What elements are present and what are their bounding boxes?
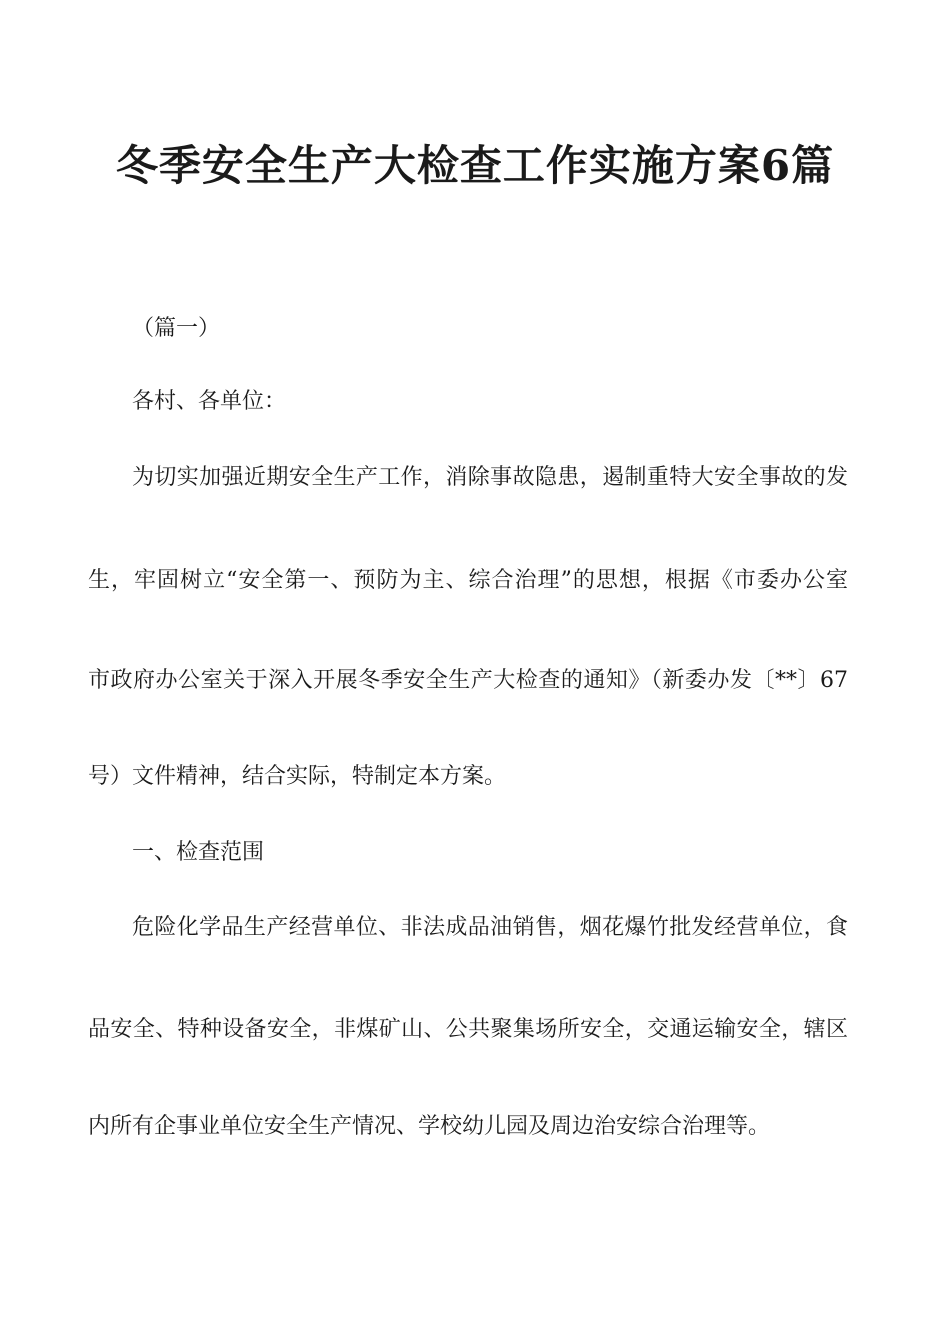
paragraph-line: 号）文件精神，结合实际，特制定本方案。: [88, 764, 507, 789]
paragraph-line: 内所有企事业单位安全生产情况、学校幼儿园及周边治安综合治理等。: [88, 1114, 771, 1139]
paragraph-line: 生，牢固树立“安全第一、预防为主、综合治理”的思想，根据《市委办公室: [88, 568, 848, 593]
salutation: 各村、各单位：: [132, 389, 287, 414]
section-label: （篇一）: [132, 316, 221, 341]
paragraph-line: 为切实加强近期安全生产工作，消除事故隐患，遏制重特大安全事故的发: [132, 465, 848, 490]
paragraph-line: 市政府办公室关于深入开展冬季安全生产大检查的通知》（新委办发〔**〕67: [88, 668, 848, 693]
paragraph-line: 品安全、特种设备安全，非煤矿山、公共聚集场所安全，交通运输安全，辖区: [88, 1017, 848, 1042]
document-title: 冬季安全生产大检查工作实施方案6篇: [115, 141, 835, 190]
paragraph-line: 危险化学品生产经营单位、非法成品油销售，烟花爆竹批发经营单位，食: [132, 915, 848, 940]
section-heading: 一、检查范围: [132, 840, 265, 865]
